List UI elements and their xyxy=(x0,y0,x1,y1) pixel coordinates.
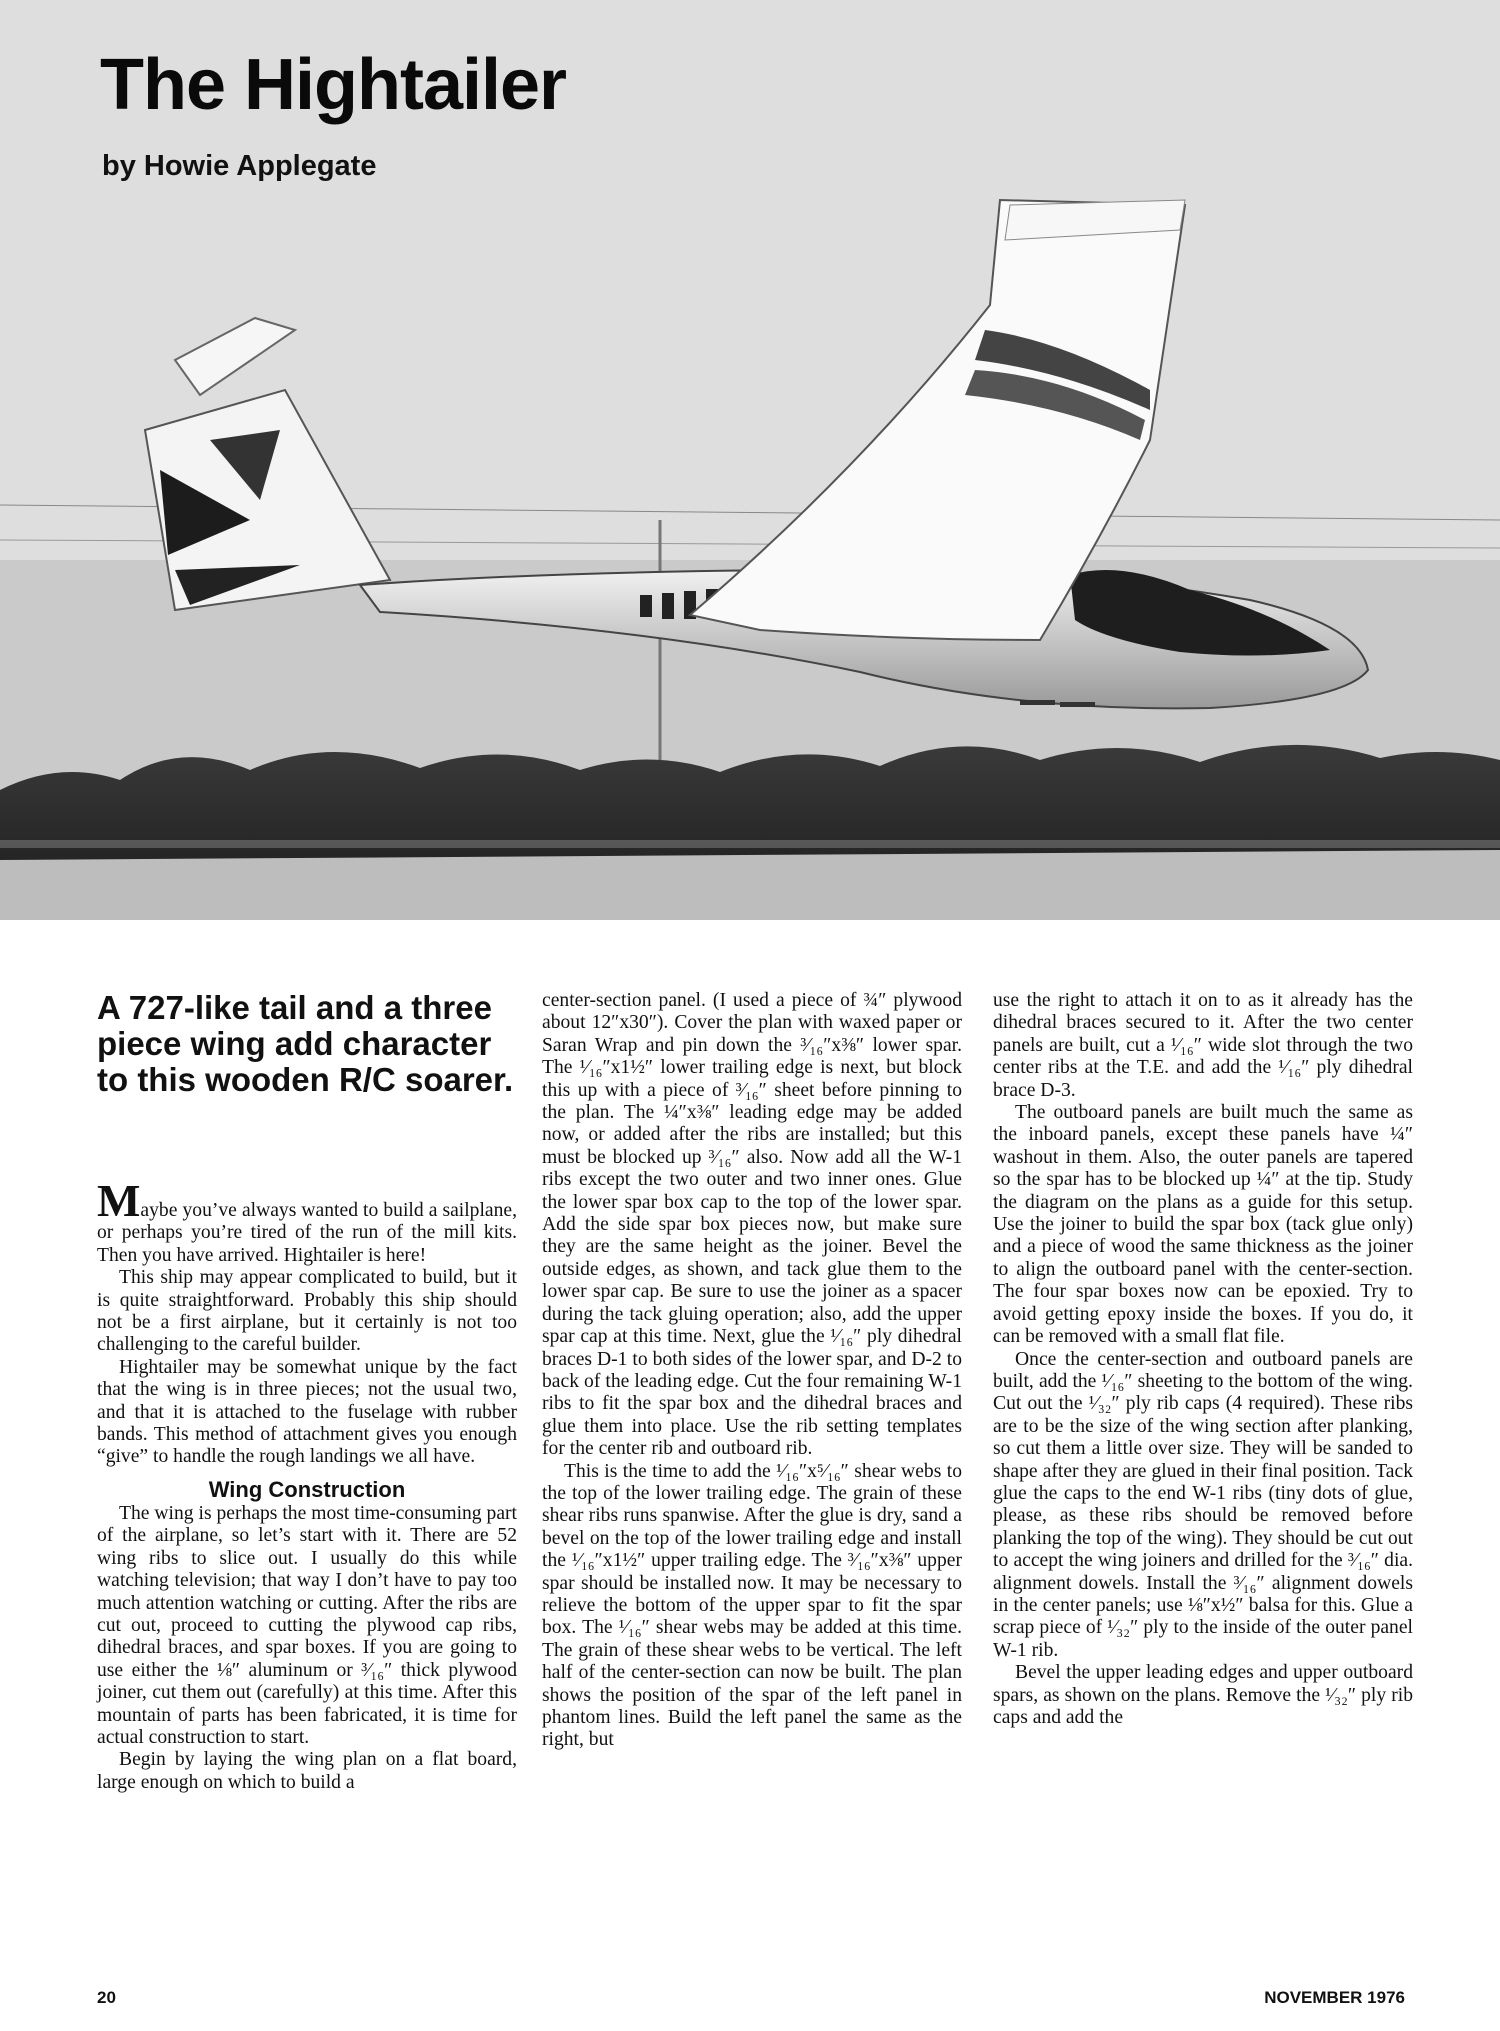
glider-photo xyxy=(0,0,1500,920)
paragraph: center-section panel. (I used a piece of ¾″ plywood about 12″x30″). Cover the plan with waxed paper or Saran Wrap and pin down the ³⁄₁₆″x⅜″ lower spar. The ¹⁄₁₆″x1½″ lower trailing edge is next, but block this up with a piece of ³⁄₁₆″ sheet before pinning to the plan. The ¼″x⅜″ leading edge may be added now, or added after the ribs are installed; but this must be blocked up ³⁄₁₆″ also. Now add all the W-1 ribs except the two outer and two inner ones. Glue the lower spar box cap to the top of the lower spar. Add the side spar box pieces now, but make sure they are the same height as the joiner. Bevel the outside edges, as shown, and tack glue them to the lower spar cap. Be sure to use the joiner as a spacer during the tack gluing operation; also, add the upper spar cap at this time. Next, glue the ¹⁄₁₆″ ply dihedral braces D-1 to both sides of the lower spar, and D-2 to back of the leading edge. Cut the four remaining W-1 ribs to fit the spar box and the dihedral braces and glue them into place. Use the rib setting templates for the center rib and outboard rib. xyxy=(542,990,962,1460)
paragraph: The wing is perhaps the most time-consuming part of the airplane, so let’s start with it. There are 52 wing ribs to slice out. I usually do this while watching television; that way I don’t have to pay too much attention watching or cutting. After the ribs are cut out, proceed to cutting the plywood cap ribs, dihedral braces, and spar boxes. If you are going to use either the ⅛″ aluminum or ³⁄₁₆″ thick plywood joiner, cut them out (carefully) at this time. After this mountain of parts has been fabricated, it is time for actual construction to start. xyxy=(97,1502,517,1748)
intro-text: aybe you’ve always wanted to build a sailplane, or perhaps you’re tired of the run of the mill kits. Then you have arrived. Hightailer is here! xyxy=(97,1200,517,1266)
paragraph: Bevel the upper leading edges and upper outboard spars, as shown on the plans. Remove the ¹⁄₃₂″ ply rib caps and add the xyxy=(993,1662,1413,1728)
paragraph: This is the time to add the ¹⁄₁₆″x⁵⁄₁₆″ shear webs to the top of the lower trailing edge. The grain of these shear ribs runs spanwise. After the glue is dry, sand a bevel on the top of the lower trailing edge and install the ¹⁄₁₆″x1½″ upper trailing edge. The ³⁄₁₆″x⅜″ upper spar should be installed now. It may be necessary to relieve the bottom of the upper spar to fit the spar box. The ¹⁄₁₆″ shear webs may be added at this time. The grain of these shear webs to be vertical. The left half of the center-section can now be built. The plan shows the position of the spar of the left panel in phantom lines. Build the left panel the same as the right, but xyxy=(542,1460,962,1751)
section-heading: Wing Construction xyxy=(208,1476,406,1502)
column-3 xyxy=(993,990,1413,1729)
column-1 xyxy=(97,990,517,1794)
article-title: The Hightailer xyxy=(100,45,567,125)
header-photo xyxy=(0,0,1500,920)
page-number: 20 xyxy=(97,1988,116,2007)
paragraph: Hightailer may be somewhat unique by the fact that the wing is in three pieces; not the usual two, and that it is attached to the fuselage with rubber bands. This method of attachment gives you enough “give” to handle the rough landings we all have. xyxy=(97,1356,517,1468)
intro-paragraph xyxy=(97,1175,517,1267)
column-2 xyxy=(542,990,962,1752)
issue-date: NOVEMBER 1976 xyxy=(1264,1988,1405,2007)
article-byline: by Howie Applegate xyxy=(102,150,377,182)
drop-cap: M xyxy=(97,1175,141,1226)
paragraph: This ship may appear complicated to build, but it is quite straightforward. Probably this ship should not be a first airplane, but it certainly is not too challenging to the careful builder. xyxy=(97,1267,517,1356)
paragraph: Once the center-section and outboard panels are built, add the ¹⁄₁₆″ sheeting to the bottom of the wing. Cut out the ¹⁄₃₂″ ply rib caps (4 required). These ribs are to be the size of the wing section after planking, so cut them a little over size. They will be sanded to shape after they are glued in their final position. Tack glue the caps to the end W-1 ribs (tiny dots of glue, please, as these ribs should be removed before planking the top of the wing). They should be cut out to accept the wing joiners and drilled for the ³⁄₁₆″ dia. alignment dowels. Install the ³⁄₁₆″ alignment dowels in the center panels; use ⅛″x½″ balsa for this. Glue a scrap piece of ¹⁄₃₂″ ply to the inside of the outer panel W-1 rib. xyxy=(993,1348,1413,1661)
paragraph: use the right to attach it on to as it already has the dihedral braces secured to it. After the two center panels are built, cut a ¹⁄₁₆″ wide slot through the two center ribs at the T.E. and add the ¹⁄₁₆″ ply dihedral brace D-3. xyxy=(993,990,1413,1101)
paragraph: Begin by laying the wing plan on a flat board, large enough on which to build a xyxy=(97,1749,517,1793)
paragraph: The outboard panels are built much the same as the inboard panels, except these panels have ¼″ washout in them. Also, the outer panels are tapered so the spar has to be blocked up ¼″ at the tip. Study the diagram on the plans as a guide for this setup. Use the joiner to build the spar box (tack glue only) and a piece of wood the same thickness as the joiner to align the outboard panel with the center-section. The four spar boxes now can be epoxied. Try to avoid getting epoxy inside the boxes. If you do, it can be removed with a small flat file. xyxy=(993,1102,1413,1348)
article-deck: A 727-like tail and a three piece wing add character to this wooden R/C soarer. xyxy=(97,989,514,1098)
